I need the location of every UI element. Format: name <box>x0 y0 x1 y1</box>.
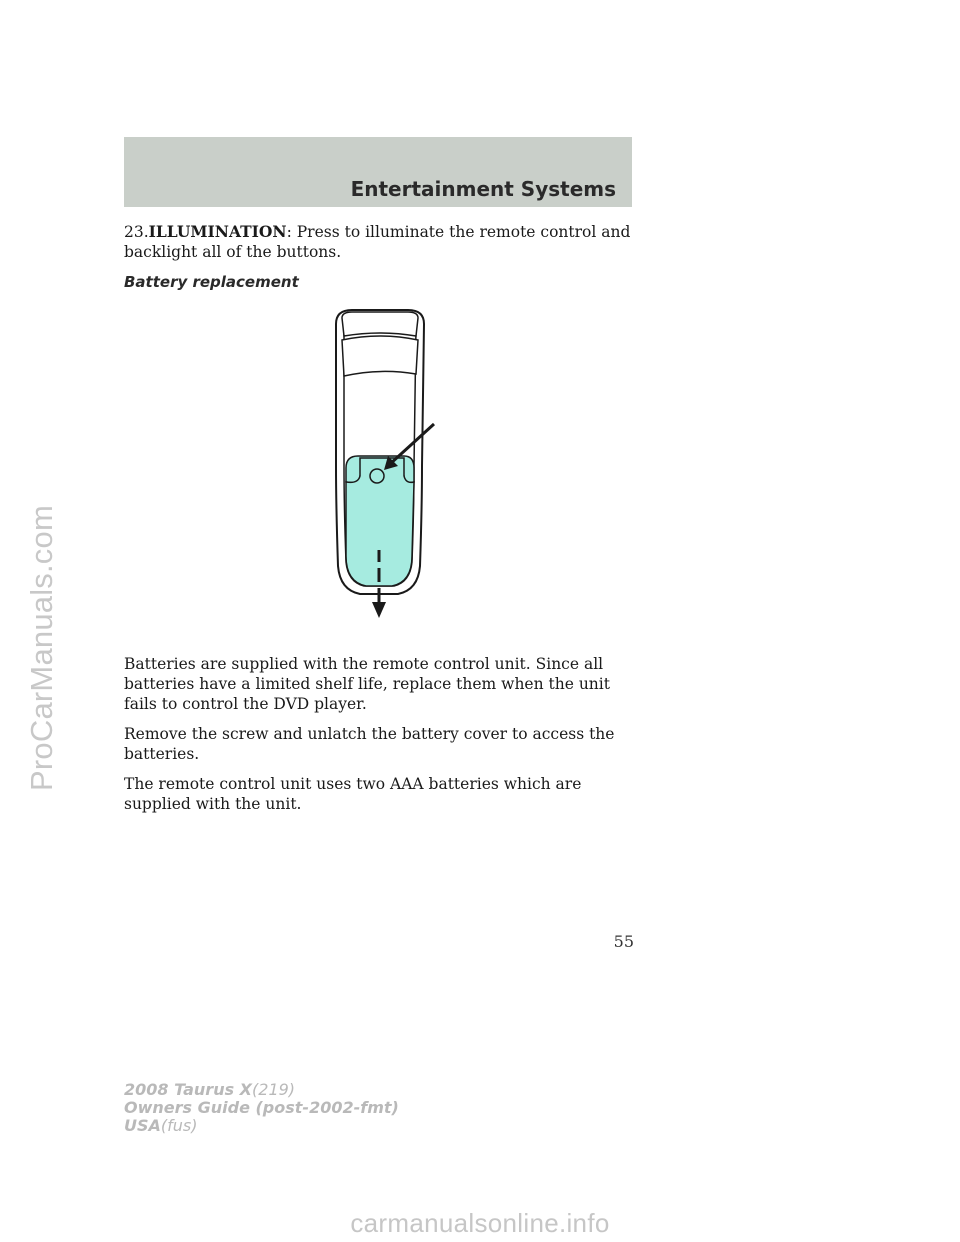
slide-arrow-head <box>372 602 386 618</box>
battery-paragraph-2: Remove the screw and unlatch the battery cover to access the batteries. <box>124 725 615 763</box>
footer-guide: Owners Guide (post-2002-fmt) <box>124 1098 399 1117</box>
footer-model-code: (219) <box>252 1080 296 1099</box>
item-23-paragraph <box>124 222 636 262</box>
remote-middle-segment <box>342 336 418 376</box>
item-number: 23. <box>124 223 149 241</box>
remote-top-segment <box>342 312 418 336</box>
screw-icon <box>370 469 384 483</box>
footer-line-3 <box>124 1117 399 1135</box>
footer-line-2 <box>124 1099 399 1117</box>
main-content <box>124 222 636 292</box>
remote-control-illustration <box>320 306 440 624</box>
side-watermark <box>0 0 60 1242</box>
item-description: : Press to illuminate the remote control and backlight all of the buttons. <box>124 223 631 261</box>
battery-body-text <box>124 654 644 824</box>
footer-market-code: (fus) <box>160 1116 198 1135</box>
page-number: 55 <box>613 932 634 951</box>
battery-paragraph-3: The remote control unit uses two AAA batteries which are supplied with the unit. <box>124 775 582 813</box>
battery-paragraph-1: Batteries are supplied with the remote control unit. Since all batteries have a limited shelf life, replace them when the unit fails to control the DVD player. <box>124 655 610 713</box>
remote-battery-figure <box>320 306 440 624</box>
section-header-band <box>124 137 632 207</box>
footer-model: 2008 Taurus X <box>124 1080 253 1099</box>
footer-line-1 <box>124 1081 399 1099</box>
document-footer <box>124 1081 399 1135</box>
battery-heading: Battery replacement <box>124 273 299 291</box>
side-watermark-text: ProCarManuals.com <box>24 505 59 791</box>
item-term: ILLUMINATION <box>148 222 287 241</box>
section-title: Entertainment Systems <box>350 177 616 201</box>
footer-market: USA <box>124 1116 161 1135</box>
bottom-watermark: carmanualsonline.info <box>350 1208 610 1238</box>
